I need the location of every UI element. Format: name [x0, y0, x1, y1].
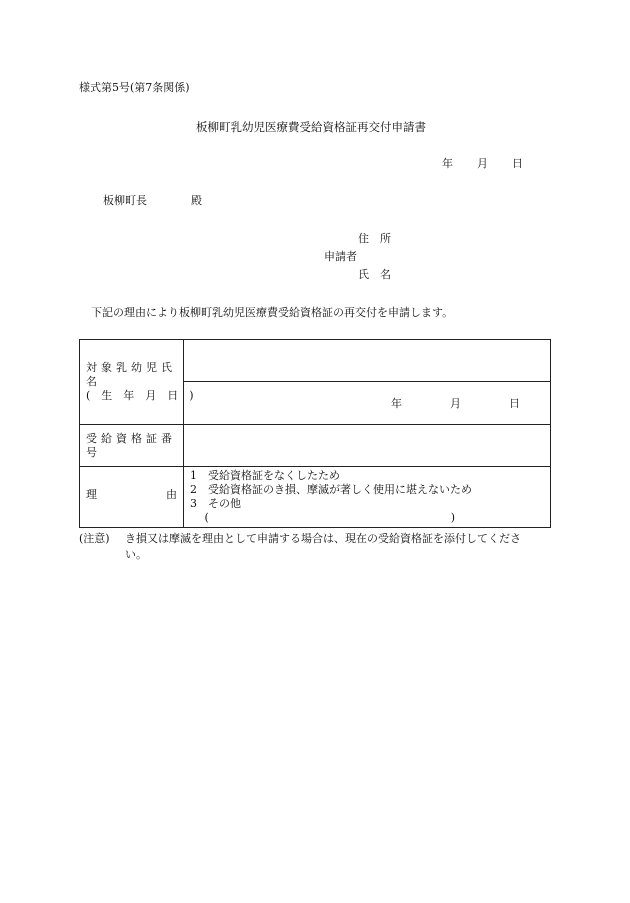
- reason-option-damaged[interactable]: 2 受給資格証のき損、摩滅が著しく使用に堪えないため: [190, 483, 472, 496]
- applicant-label: 申請者: [324, 250, 357, 263]
- birth-day-label: 日: [509, 397, 520, 410]
- document-title: 板柳町乳幼児医療費受給資格証再交付申請書: [196, 120, 426, 134]
- cert-number-field[interactable]: [184, 425, 551, 467]
- cert-number-label-cell: [80, 425, 184, 467]
- note-text-line2: い。: [125, 548, 147, 561]
- reason-label-part1: 理: [86, 488, 97, 501]
- reason-label-cell: [80, 467, 184, 528]
- date-month-label: 月: [477, 157, 488, 170]
- reason-options: [184, 467, 551, 528]
- birth-year-label: 年: [391, 397, 402, 410]
- table-row-cert-number: [80, 425, 551, 467]
- name-label: 氏 名: [358, 268, 391, 281]
- date-day-label: 日: [512, 157, 523, 170]
- reason-other-detail[interactable]: ( ): [190, 511, 456, 524]
- addressee: [103, 194, 202, 208]
- note-block: [79, 531, 554, 563]
- child-name-label: 対象乳幼児氏名: [86, 361, 176, 388]
- reason-label-part2: 由: [166, 488, 177, 501]
- table-row-reason: [80, 467, 551, 528]
- reason-option-other[interactable]: 3 その他: [190, 497, 241, 510]
- child-name-field[interactable]: [184, 340, 551, 382]
- birth-date-parts: [391, 397, 520, 411]
- cert-number-label: 受給資格証番号: [86, 431, 176, 459]
- birth-month-label: 月: [450, 397, 461, 410]
- note-tag: (注意): [79, 532, 110, 545]
- birth-date-label: ( 生 年 月 日 ): [86, 389, 194, 402]
- addressee-honorific: 殿: [191, 194, 202, 207]
- table-row-child-name: [80, 340, 551, 382]
- reason-option-lost[interactable]: 1 受給資格証をなくしたため: [190, 469, 340, 482]
- form-number: 様式第5号(第7条関係): [79, 81, 190, 94]
- date-year-label: 年: [442, 157, 453, 170]
- child-label-cell: [80, 340, 194, 425]
- intro-text: 下記の理由により板柳町乳幼児医療費受給資格証の再交付を申請します。: [91, 306, 454, 319]
- address-label: 住 所: [358, 232, 391, 245]
- note-text-line1: き損又は摩滅を理由として申請する場合は、現在の受給資格証を添付してくださ: [125, 532, 521, 545]
- submission-date: [442, 157, 523, 171]
- birth-date-field[interactable]: [184, 382, 551, 425]
- application-table: [79, 339, 551, 528]
- addressee-name: 板柳町長: [103, 194, 147, 207]
